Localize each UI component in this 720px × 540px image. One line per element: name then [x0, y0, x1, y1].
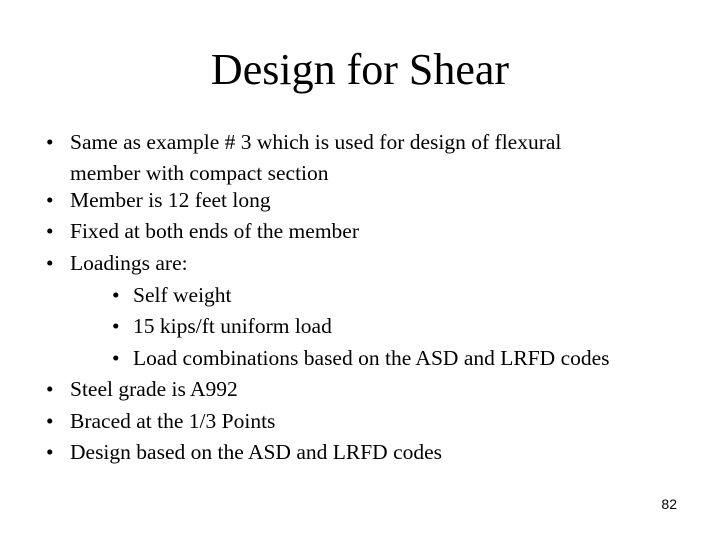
bullet-text-line: member with compact section	[70, 161, 329, 185]
bullet-icon: •	[112, 314, 120, 338]
bullet-text	[70, 127, 561, 189]
slide-title: Design for Shear	[210, 45, 510, 94]
bullet-icon: •	[46, 251, 54, 275]
bullet-text-line: Same as example # 3 which is used for design of flexural	[70, 130, 562, 154]
bullet-text: Braced at the 1/3 Points	[70, 409, 276, 433]
bullet-text: Steel grade is A992	[70, 377, 238, 401]
bullet-text: Self weight	[133, 283, 232, 307]
bullet-text: Load combinations based on the ASD and LRFD codes	[133, 346, 610, 370]
bullet-icon: •	[46, 219, 54, 243]
bullet-icon: •	[46, 409, 54, 433]
bullet-text: 15 kips/ft uniform load	[133, 314, 332, 338]
bullet-icon: •	[46, 440, 54, 464]
page-number: 82	[661, 496, 677, 512]
bullet-icon: •	[46, 377, 54, 401]
bullet-text: Loadings are:	[70, 251, 188, 275]
bullet-icon: •	[46, 188, 54, 212]
bullet-text: Member is 12 feet long	[70, 188, 271, 212]
bullet-text: Fixed at both ends of the member	[70, 219, 359, 243]
bullet-text: Design based on the ASD and LRFD codes	[70, 440, 443, 464]
bullet-icon: •	[112, 283, 120, 307]
bullet-icon: •	[112, 346, 120, 370]
bullet-icon: •	[46, 130, 54, 154]
